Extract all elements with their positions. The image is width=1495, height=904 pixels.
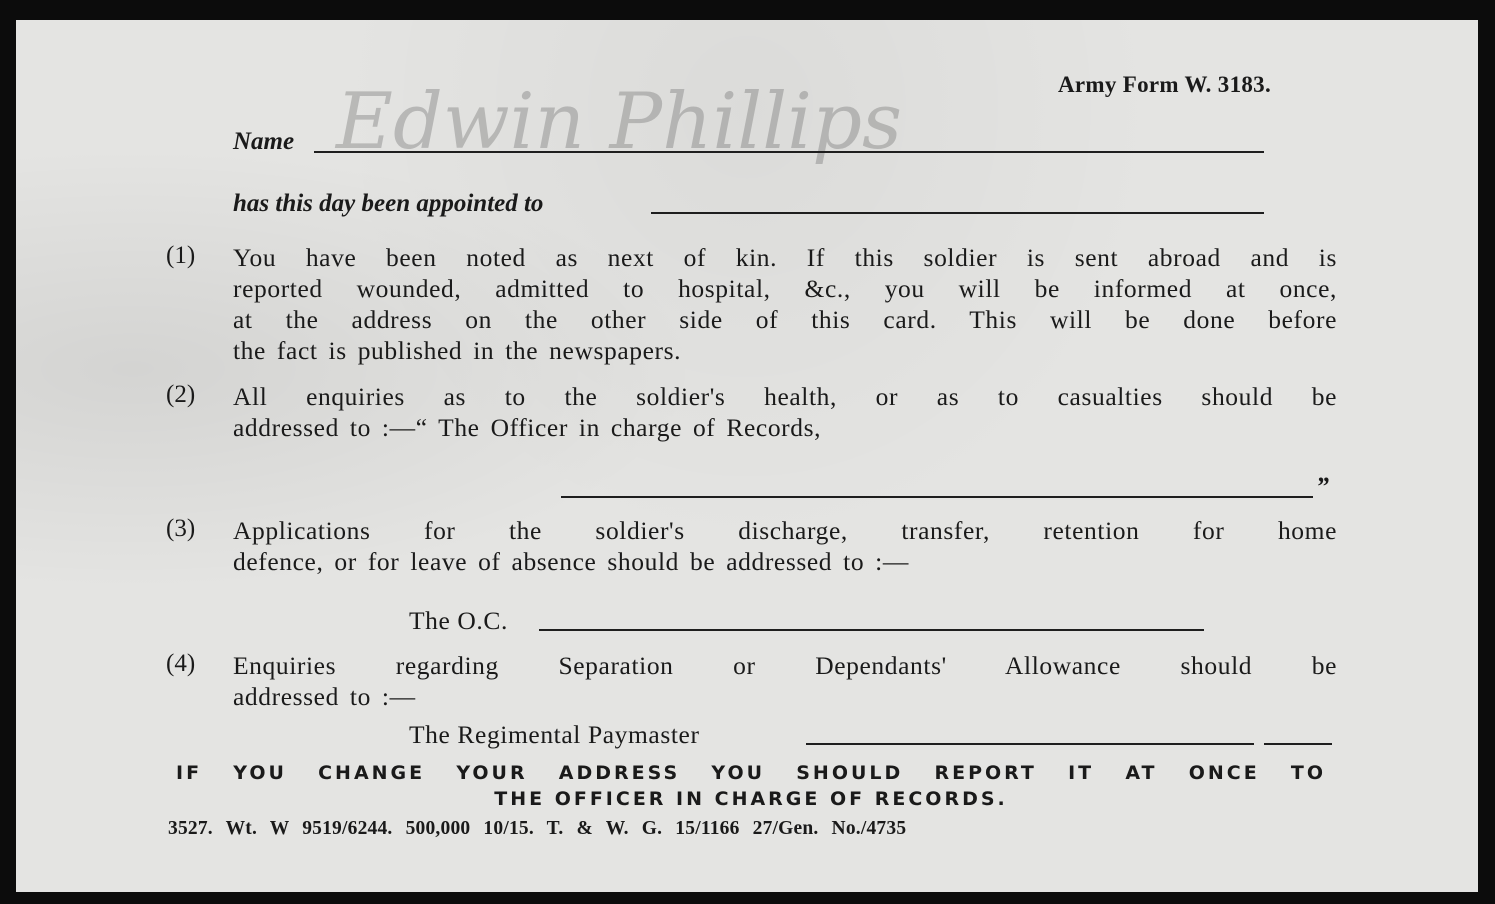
item-2-text xyxy=(233,381,1337,443)
text-line: Applications for the soldier's discharge, transfer, retention for home xyxy=(233,516,1337,545)
name-blank-line xyxy=(314,151,1264,153)
handwritten-signature xyxy=(326,60,1006,170)
name-label: Name xyxy=(233,128,295,155)
item-3-text xyxy=(233,515,1337,577)
paymaster-blank-line xyxy=(806,743,1254,745)
notice-line: THE OFFICER IN CHARGE OF RECORDS. xyxy=(494,788,1008,810)
oc-blank-line xyxy=(539,629,1204,631)
form-number: Army Form W. 3183. xyxy=(1058,72,1272,97)
item-number: (3) xyxy=(166,515,196,542)
paymaster-label: The Regimental Paymaster xyxy=(409,720,700,749)
text-line: addressed to :—“ The Officer in charge of Records, xyxy=(233,413,822,442)
text-line: reported wounded, admitted to hospital, &c., you will be informed at once, xyxy=(233,274,1337,303)
item-4-text xyxy=(233,650,1337,712)
item-number: (1) xyxy=(166,242,196,269)
appointed-blank-line xyxy=(651,212,1264,214)
records-address-blank-line xyxy=(561,496,1313,498)
appointed-label: has this day been appointed to xyxy=(233,190,544,217)
item-number: (4) xyxy=(166,650,196,677)
notice-line: IF YOU CHANGE YOUR ADDRESS YOU SHOULD REPORT IT AT ONCE TO xyxy=(176,762,1326,784)
change-address-notice xyxy=(176,760,1326,812)
item-number: (2) xyxy=(166,381,196,408)
item-1-text xyxy=(233,242,1337,366)
army-form-card xyxy=(16,20,1478,892)
text-line: Enquiries regarding Separation or Dependants' Allowance should be xyxy=(233,651,1337,680)
text-line: You have been noted as next of kin. If this soldier is sent abroad and is xyxy=(233,243,1337,272)
text-line: All enquiries as to the soldier's health, or as to casualties should be xyxy=(233,382,1337,411)
svg-text:Edwin Phillips: Edwin Phillips xyxy=(336,77,903,167)
text-line: the fact is published in the newspapers. xyxy=(233,336,682,365)
print-reference: 3527. Wt. W 9519/6244. 500,000 10/15. T. & W. G. 15/1166 27/Gen. No./4735 xyxy=(168,818,907,839)
text-line: at the address on the other side of this card. This will be done before xyxy=(233,305,1337,334)
oc-label: The O.C. xyxy=(409,606,508,635)
text-line: defence, or for leave of absence should be addressed to :— xyxy=(233,547,909,576)
closing-quote: ” xyxy=(1316,472,1329,501)
paymaster-blank-line-end xyxy=(1264,743,1332,745)
text-line: addressed to :— xyxy=(233,682,416,711)
